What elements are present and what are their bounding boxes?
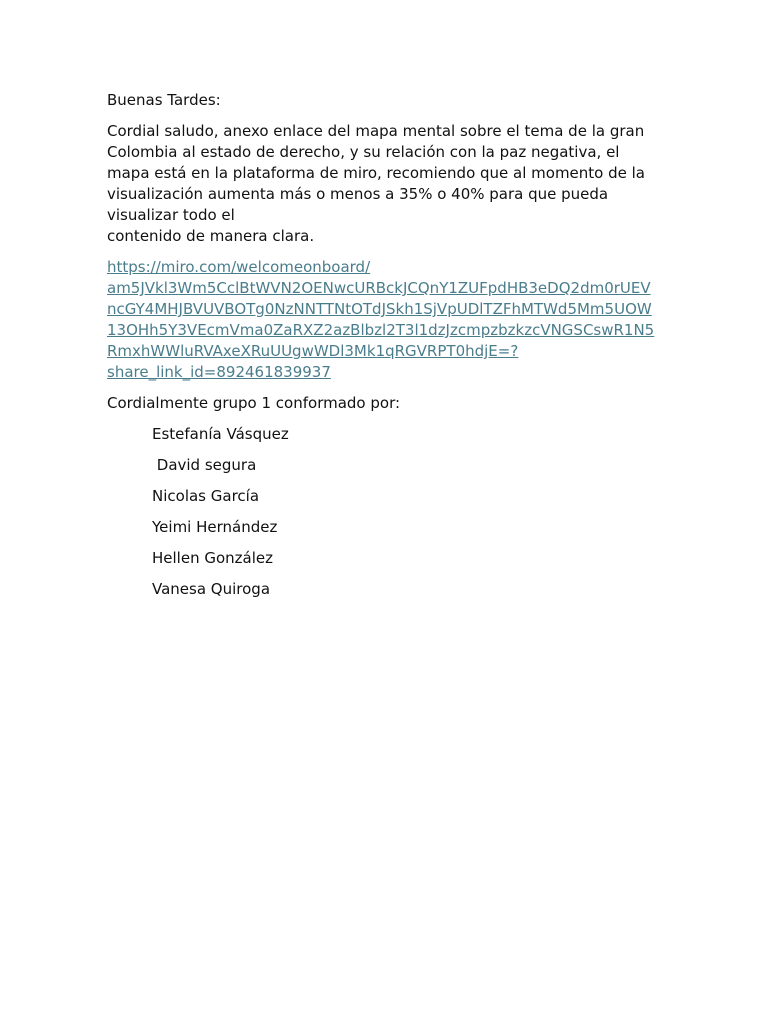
member-name: David segura (152, 456, 257, 474)
body-line: Colombia al estado de derecho, y su relación con la paz negativa, el (107, 143, 620, 161)
member-name: Vanesa Quiroga (152, 580, 271, 598)
link-line[interactable]: ncGY4MHJBVUVBOTg0NzNNTTNtOTdJSkh1SjVpUDlTZFhMTWd5Mm5UOW (107, 300, 652, 318)
body-line: Cordial saludo, anexo enlace del mapa mental sobre el tema de la gran (107, 122, 645, 140)
body-line: mapa está en la plataforma de miro, recomiendo que al momento de la (107, 164, 646, 182)
member-list (107, 424, 667, 600)
body-paragraph (107, 121, 667, 247)
body-line: visualizar todo el (107, 206, 235, 224)
link-line[interactable]: share_link_id=892461839937 (107, 363, 331, 381)
link-line[interactable]: am5JVkl3Wm5CclBtWVN2OENwcURBckJCQnY1ZUFpdHB3eDQ2dm0rUEV (107, 279, 651, 297)
member-name: Estefanía Vásquez (152, 425, 289, 443)
link-line[interactable]: 13OHh5Y3VEcmVma0ZaRXZ2azBlbzl2T3l1dzJzcmpzbzkzcVNGSCswR1N5 (107, 321, 655, 339)
link-line[interactable]: RmxhWWluRVAxeXRuUUgwWDl3Mk1qRGVRPT0hdjE=? (107, 342, 519, 360)
body-line: contenido de manera clara. (107, 227, 315, 245)
link-line[interactable]: https://miro.com/welcomeonboard/ (107, 258, 371, 276)
member-name: Nicolas García (152, 487, 260, 505)
greeting: Buenas Tardes: (107, 91, 221, 109)
body-line: visualización aumenta más o menos a 35% o 40% para que pueda (107, 185, 609, 203)
member-name: Hellen González (152, 549, 273, 567)
document-page (107, 90, 667, 610)
closing-line: Cordialmente grupo 1 conformado por: (107, 394, 401, 412)
member-name: Yeimi Hernández (152, 518, 278, 536)
miro-link[interactable] (107, 257, 667, 383)
